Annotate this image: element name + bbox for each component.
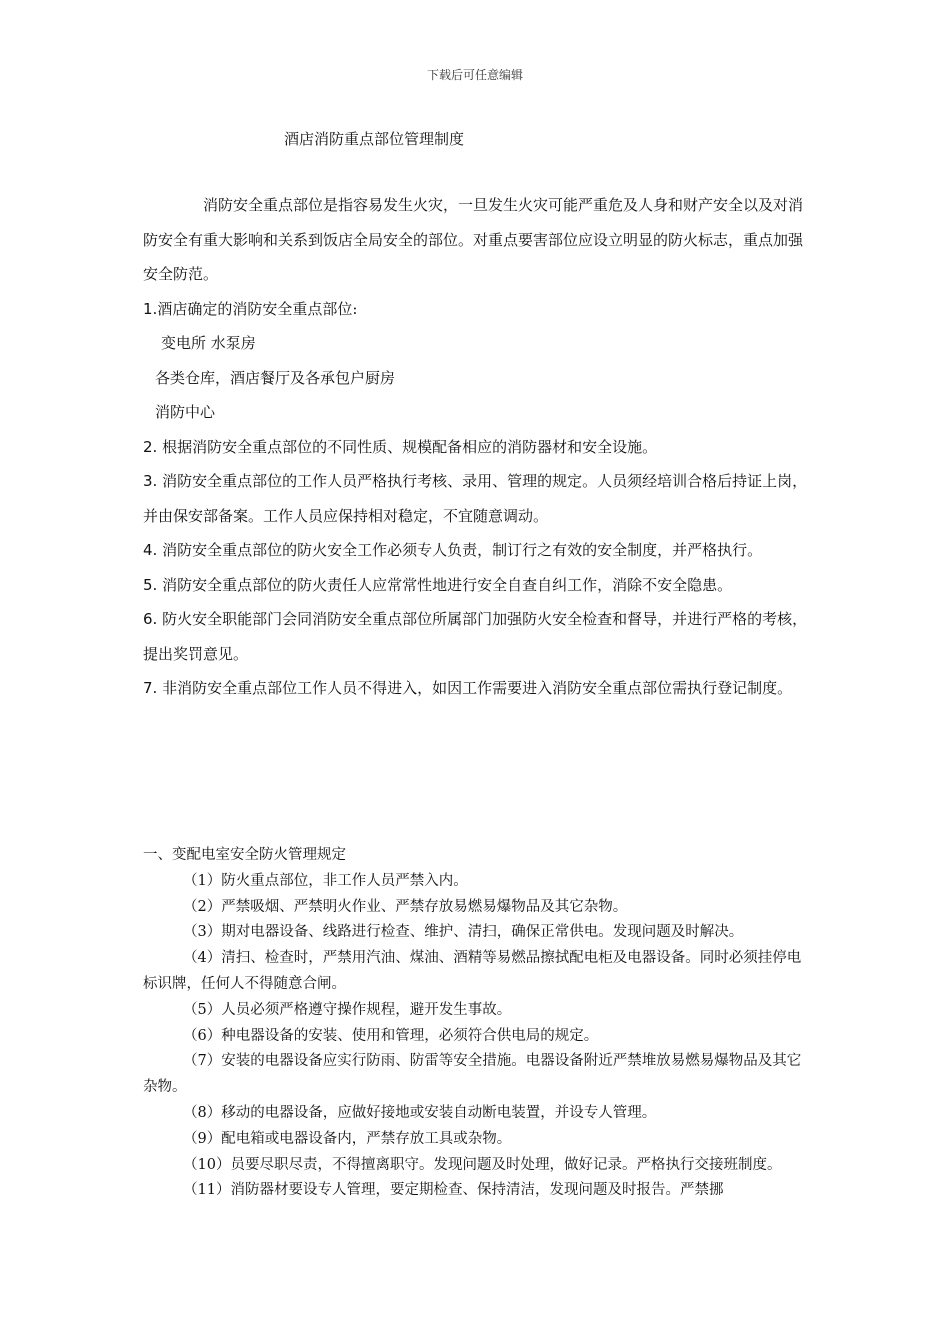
rule-text: 消防安全重点部位的防火安全工作必须专人负责，制订行之有效的安全制度，并严格执行。 <box>157 541 763 559</box>
rule-text: 根据消防安全重点部位的不同性质、规模配备相应的消防器材和安全设施。 <box>157 437 658 456</box>
page-header-note: 下载后可任意编辑 <box>426 68 523 82</box>
document-title: 酒店消防重点部位管理制度 <box>284 130 465 148</box>
rule-number: 2. <box>143 437 158 456</box>
regulation-item: （8）移动的电器设备，应做好接地或安装自动断电装置，并设专人管理。 <box>183 1104 657 1121</box>
rule-item <box>143 292 813 327</box>
regulation-item: （9）配电箱或电器设备内，严禁存放工具或杂物。 <box>183 1130 512 1147</box>
regulation-item: （2）严禁吸烟、严禁明火作业、严禁存放易燃易爆物品及其它杂物。 <box>183 898 628 915</box>
regulation-item: （10）员要尽职尽责，不得擅离职守。发现问题及时处理，做好记录。严格执行交接班制度。 <box>183 1156 782 1173</box>
rule-text: 防火安全职能部门会同消防安全重点部位所属部门加强防火安全检查和督导，并进行严格的考核，提出奖罚意见。 <box>143 610 808 663</box>
rule-text: 非消防安全重点部位工作人员不得进入，如因工作需要进入消防安全重点部位需执行登记制度。 <box>157 679 793 697</box>
rule-item <box>143 602 813 671</box>
location-line: 变电所 水泵房 <box>161 334 256 352</box>
regulation-item: （5）人员必须严格遵守操作规程，避开发生事故。 <box>183 1001 512 1018</box>
intro-paragraph: 消防安全重点部位是指容易发生火灾，一旦发生火灾可能严重危及人身和财产安全以及对消防安全有重大影响和关系到饭店全局安全的部位。对重点要害部位应设立明显的防火标志，重点加强安全防范。 <box>143 196 804 283</box>
rule-item <box>143 568 813 603</box>
rule-item <box>143 533 813 568</box>
rule-text: 消防安全重点部位的防火责任人应常常性地进行安全自查自纠工作，消除不安全隐患。 <box>157 575 733 594</box>
rule-text: 酒店确定的消防安全重点部位: <box>157 299 358 318</box>
regulation-item: （7）安装的电器设备应实行防雨、防雷等安全措施。电器设备附近严禁堆放易燃易爆物品及其它杂物。 <box>143 1053 802 1096</box>
rule-number: 5. <box>143 575 158 594</box>
rule-number: 7. <box>143 679 158 697</box>
regulation-item: （4）清扫、检查时，严禁用汽油、煤油、酒精等易燃品擦拭配电柜及电器设备。同时必须挂停电标识牌，任何人不得随意合闸。 <box>143 950 802 992</box>
location-line: 消防中心 <box>155 403 216 421</box>
substation-section <box>143 843 813 1204</box>
regulation-item: （3）期对电器设备、线路进行检查、维护、清扫，确保正常供电。发现问题及时解决。 <box>183 924 744 941</box>
rule-item <box>143 464 813 533</box>
rule-number: 1. <box>143 299 158 318</box>
rule-number: 3. <box>143 472 158 490</box>
section-heading: 一、变配电室安全防火管理规定 <box>143 847 346 863</box>
location-line: 各类仓库，酒店餐厅及各承包户厨房 <box>155 368 396 387</box>
regulation-item: （1）防火重点部位，非工作人员严禁入内。 <box>183 872 468 889</box>
main-section <box>143 188 813 706</box>
rule-number: 6. <box>143 610 158 628</box>
regulation-item: （11）消防器材要设专人管理，要定期检查、保持清洁，发现问题及时报告。严禁挪 <box>183 1182 724 1199</box>
rule-item <box>143 430 813 465</box>
rule-number: 4. <box>143 541 158 559</box>
rule-text: 消防安全重点部位的工作人员严格执行考核、录用、管理的规定。人员须经培训合格后持证上岗，并由保安部备案。工作人员应保持相对稳定，不宜随意调动。 <box>143 472 808 525</box>
rule-item <box>143 671 813 706</box>
regulation-item: （6）种电器设备的安装、使用和管理，必须符合供电局的规定。 <box>183 1027 599 1044</box>
